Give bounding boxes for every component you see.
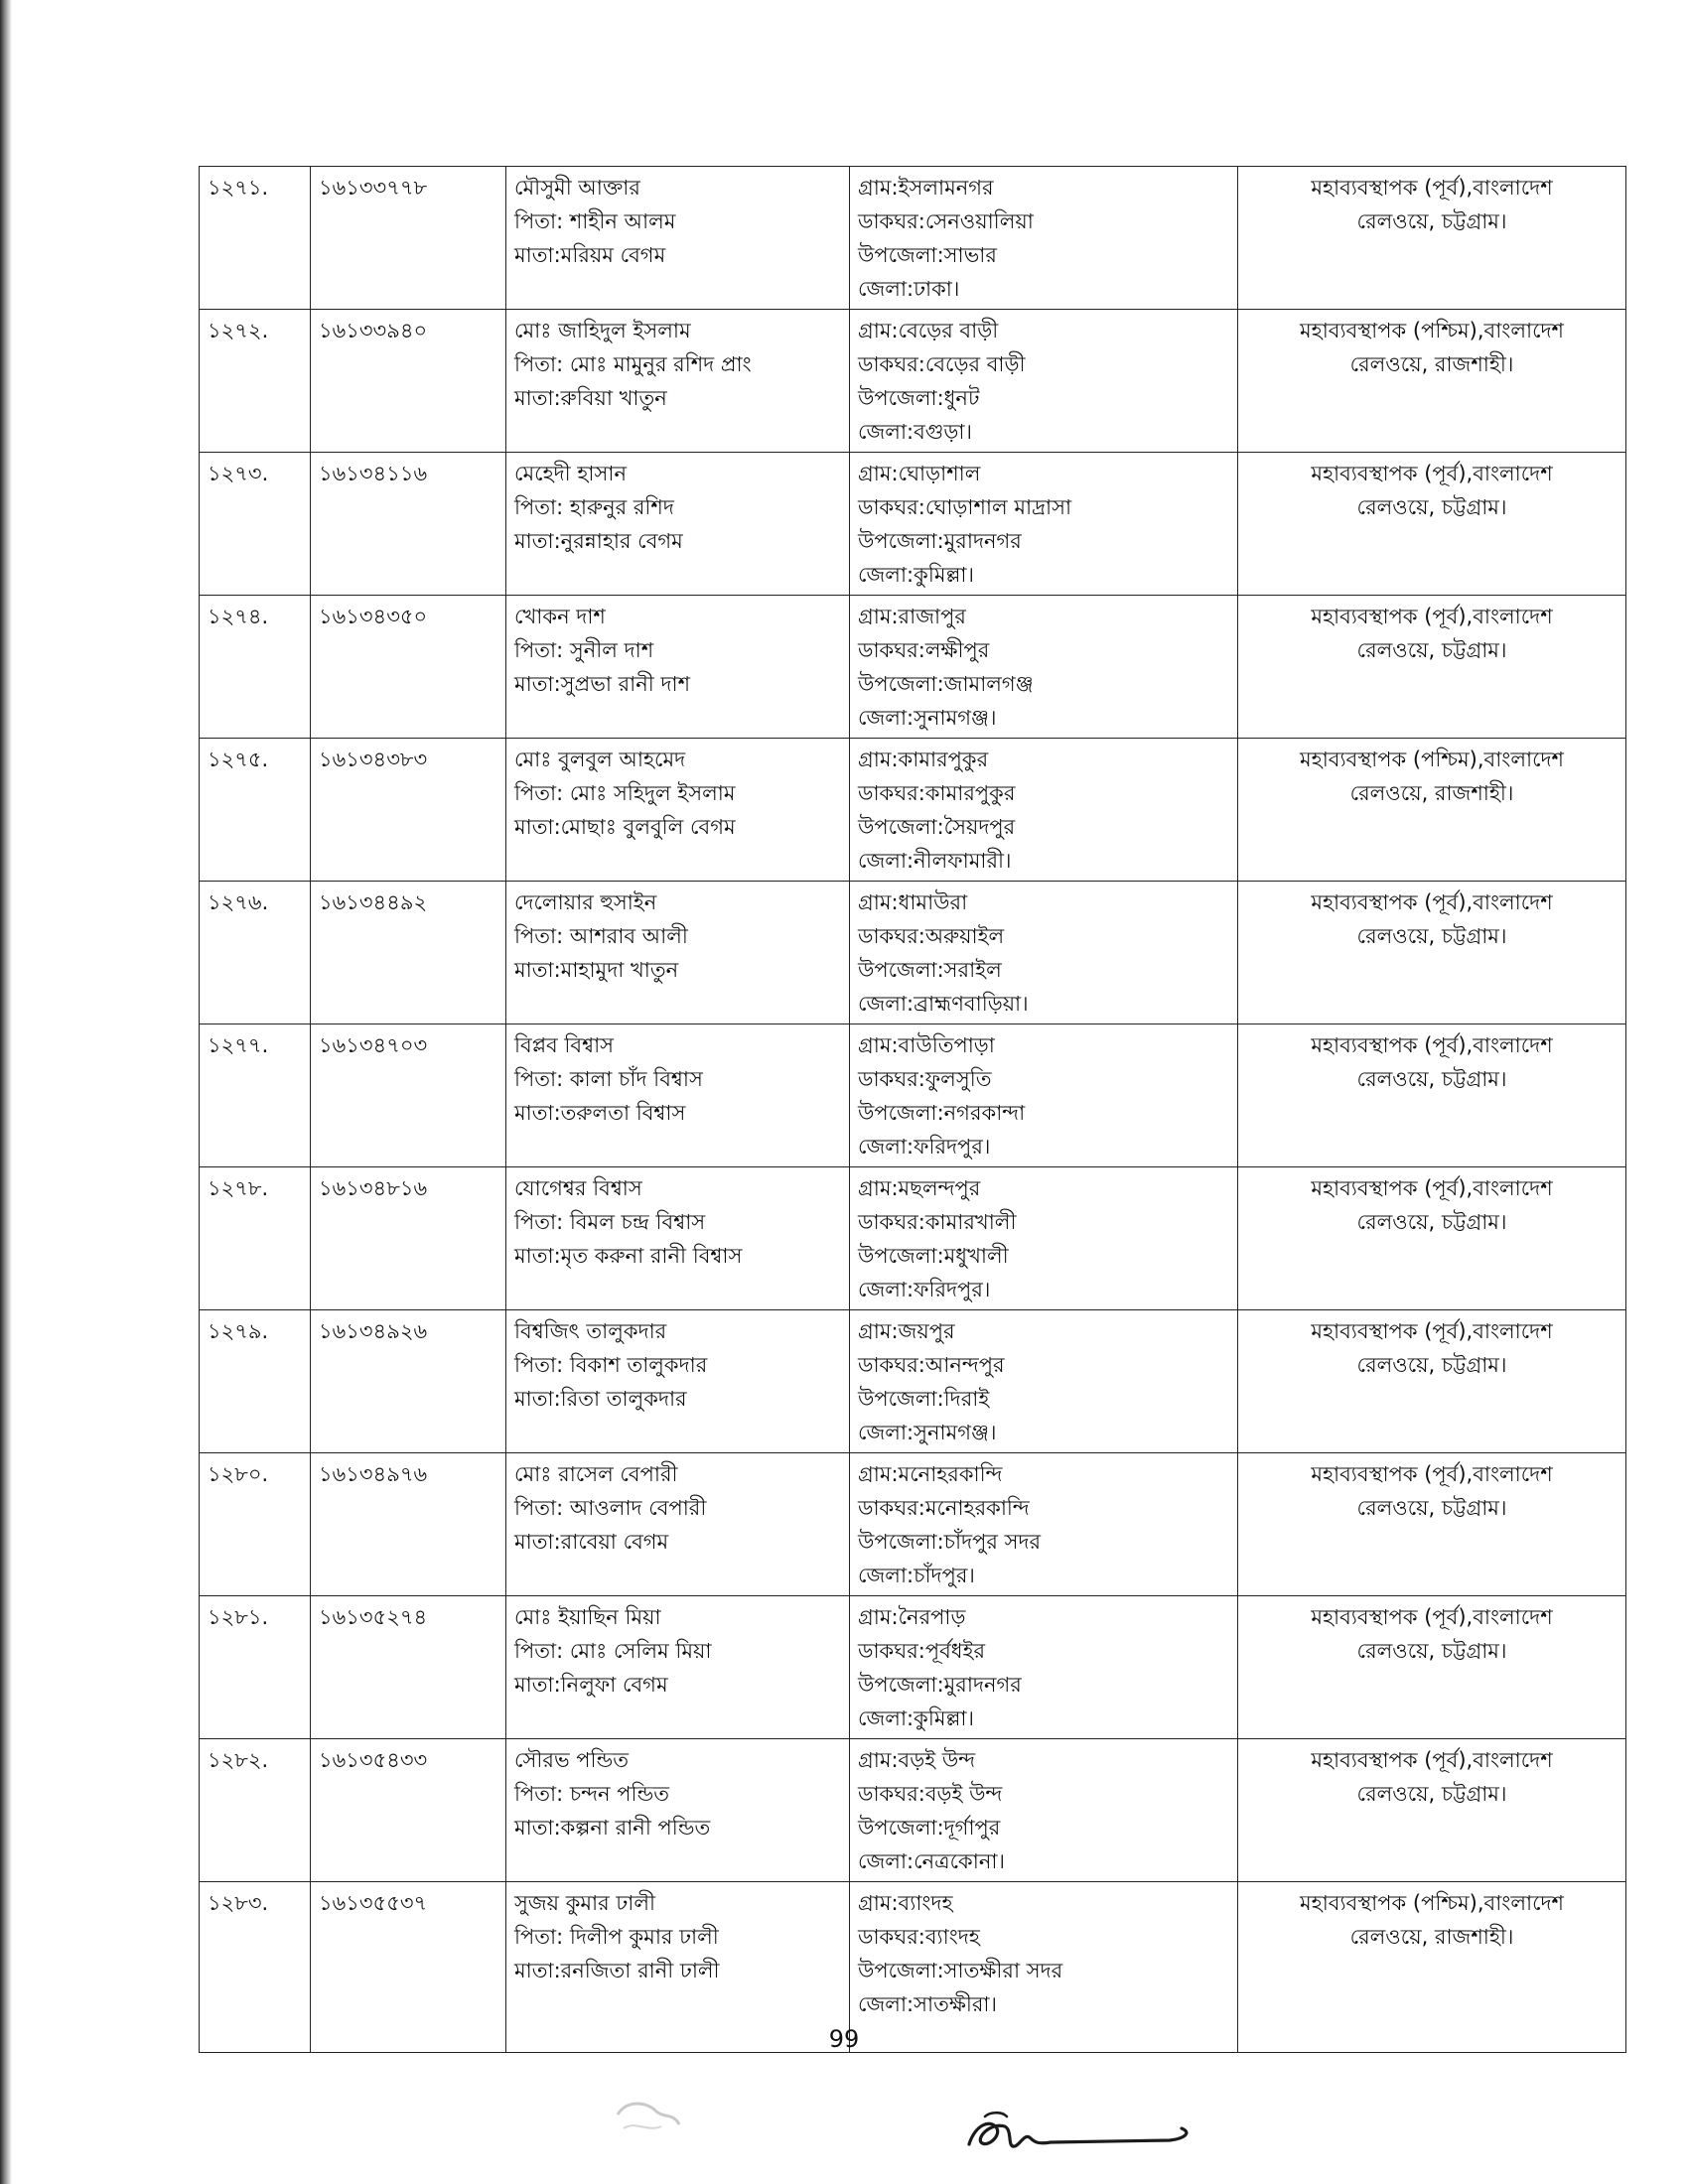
mother-name: মাতা:কল্পনা রানী পন্ডিত: [514, 1816, 711, 1840]
name-cell: [506, 1596, 850, 1739]
office-line-1: মহাব্যবস্থাপক (পূর্ব),বাংলাদেশ: [1311, 176, 1553, 200]
address-village: গ্রাম:নৈরপাড়: [858, 1605, 966, 1629]
office-cell: [1238, 739, 1626, 882]
address-district: জেলা:ঢাকা।: [858, 277, 960, 301]
mother-name: মাতা:মরিয়ম বেগম: [514, 243, 666, 267]
serial-cell: [200, 1739, 311, 1882]
roll-number: ১৬১৩৫৫৩৭: [319, 1891, 428, 1915]
address-cell: [850, 1310, 1238, 1453]
serial-number: ১২৭১.: [208, 176, 269, 200]
address-village: গ্রাম:ঘোড়াশাল: [858, 462, 981, 485]
mother-name: মাতা:নুরন্নাহার বেগম: [514, 529, 683, 553]
roll-cell: [311, 596, 506, 739]
address-village: গ্রাম:বাউতিপাড়া: [858, 1033, 995, 1057]
address-post-office: ডাকঘর:কামারপুকুর: [858, 781, 1016, 805]
address-cell: [850, 453, 1238, 596]
office-line-1: মহাব্যবস্থাপক (পশ্চিম),বাংলাদেশ: [1300, 1891, 1564, 1915]
office-line-1: মহাব্যবস্থাপক (পূর্ব),বাংলাদেশ: [1311, 1748, 1553, 1772]
roll-number: ১৬১৩৩৭৭৮: [319, 176, 428, 200]
address-upazila: উপজেলা:সৈয়দপুর: [858, 815, 1016, 839]
name-cell: [506, 1453, 850, 1596]
faint-stamp-mark: [608, 2085, 687, 2144]
table-row: [200, 1596, 1626, 1739]
father-name: পিতা: কালা চাঁদ বিশ্বাস: [514, 1067, 703, 1091]
address-district: জেলা:সুনামগঞ্জ।: [858, 1421, 997, 1444]
roll-cell: [311, 1167, 506, 1310]
name-cell: [506, 1024, 850, 1167]
serial-cell: [200, 739, 311, 882]
office-line-2: রেলওয়ে, রাজশাহী।: [1349, 1925, 1514, 1949]
serial-cell: [200, 1596, 311, 1739]
address-upazila: উপজেলা:ধুনট: [858, 386, 980, 410]
roll-number: ১৬১৩৪৯২৬: [319, 1319, 428, 1343]
address-village: গ্রাম:মনোহরকান্দি: [858, 1462, 1003, 1486]
serial-cell: [200, 1453, 311, 1596]
address-cell: [850, 882, 1238, 1024]
father-name: পিতা: মোঃ মামুনুর রশিদ প্রাং: [514, 352, 752, 376]
table-row: [200, 1739, 1626, 1882]
office-cell: [1238, 1167, 1626, 1310]
mother-name: মাতা:মাহামুদা খাতুন: [514, 958, 679, 982]
table-row: [200, 596, 1626, 739]
office-line-1: মহাব্যবস্থাপক (পূর্ব),বাংলাদেশ: [1311, 462, 1553, 485]
name-cell: [506, 596, 850, 739]
serial-number: ১২৮৩.: [208, 1891, 269, 1915]
address-district: জেলা:ফরিদপুর।: [858, 1278, 991, 1301]
office-line-2: রেলওয়ে, চট্টগ্রাম।: [1356, 1639, 1507, 1663]
serial-number: ১২৭২.: [208, 319, 269, 342]
address-upazila: উপজেলা:মধুখালী: [858, 1244, 1009, 1268]
office-line-1: মহাব্যবস্থাপক (পূর্ব),বাংলাদেশ: [1311, 1033, 1553, 1057]
address-upazila: উপজেলা:দিরাই: [858, 1387, 990, 1411]
address-district: জেলা:নীলফামারী।: [858, 849, 1012, 873]
scan-page-edge: [0, 0, 12, 2184]
father-name: পিতা: দিলীপ কুমার ঢালী: [514, 1925, 719, 1949]
office-cell: [1238, 167, 1626, 310]
roll-number: ১৬১৩৫২৭৪: [319, 1605, 428, 1629]
roll-cell: [311, 167, 506, 310]
name-cell: [506, 1739, 850, 1882]
table-row: [200, 1310, 1626, 1453]
office-line-2: রেলওয়ে, চট্টগ্রাম।: [1356, 924, 1507, 948]
mother-name: মাতা:সুপ্রভা রানী দাশ: [514, 672, 691, 696]
serial-number: ১২৮০.: [208, 1462, 269, 1486]
serial-number: ১২৭৯.: [208, 1319, 269, 1343]
office-line-1: মহাব্যবস্থাপক (পূর্ব),বাংলাদেশ: [1311, 1176, 1553, 1200]
address-village: গ্রাম:রাজাপুর: [858, 605, 966, 628]
name-cell: [506, 882, 850, 1024]
name-cell: [506, 167, 850, 310]
serial-number: ১২৭৩.: [208, 462, 269, 485]
address-upazila: উপজেলা:চাঁদপুর সদর: [858, 1530, 1042, 1554]
address-district: জেলা:ফরিদপুর।: [858, 1135, 991, 1159]
address-cell: [850, 1024, 1238, 1167]
roll-cell: [311, 1739, 506, 1882]
candidate-name: খোকন দাশ: [514, 605, 606, 628]
serial-cell: [200, 1310, 311, 1453]
address-upazila: উপজেলা:সরাইল: [858, 958, 1002, 982]
father-name: পিতা: আশরাব আলী: [514, 924, 688, 948]
office-line-1: মহাব্যবস্থাপক (পূর্ব),বাংলাদেশ: [1311, 1462, 1553, 1486]
address-village: গ্রাম:বেড়ের বাড়ী: [858, 319, 999, 342]
address-post-office: ডাকঘর:সেনওয়ালিয়া: [858, 209, 1034, 233]
table-row: [200, 167, 1626, 310]
address-district: জেলা:সাতক্ষীরা।: [858, 1992, 998, 2016]
address-district: জেলা:চাঁদপুর।: [858, 1564, 975, 1587]
father-name: পিতা: বিমল চন্দ্র বিশ্বাস: [514, 1210, 706, 1234]
address-village: গ্রাম:কামারপুকুর: [858, 748, 989, 771]
serial-cell: [200, 882, 311, 1024]
office-cell: [1238, 596, 1626, 739]
address-cell: [850, 1596, 1238, 1739]
roll-cell: [311, 1024, 506, 1167]
candidate-name: মোঃ রাসেল বেপারী: [514, 1462, 678, 1486]
address-upazila: উপজেলা:সাতক্ষীরা সদর: [858, 1959, 1063, 1982]
address-village: গ্রাম:ব্যাংদহ: [858, 1891, 953, 1915]
mother-name: মাতা:রুবিয়া খাতুন: [514, 386, 667, 410]
roll-number: ১৬১৩৩৯৪০: [319, 319, 428, 342]
office-line-2: রেলওয়ে, চট্টগ্রাম।: [1356, 638, 1507, 662]
address-cell: [850, 1739, 1238, 1882]
address-post-office: ডাকঘর:অরুয়াইল: [858, 924, 1005, 948]
serial-number: ১২৮১.: [208, 1605, 269, 1629]
address-post-office: ডাকঘর:লক্ষীপুর: [858, 638, 990, 662]
table-row: [200, 882, 1626, 1024]
table-row: [200, 1453, 1626, 1596]
mother-name: মাতা:মৃত করুনা রানী বিশ্বাস: [514, 1244, 743, 1268]
father-name: পিতা: মোঃ সেলিম মিয়া: [514, 1639, 712, 1663]
office-cell: [1238, 310, 1626, 453]
address-post-office: ডাকঘর:বড়ই উন্দ: [858, 1782, 1003, 1806]
table-row: [200, 453, 1626, 596]
office-line-1: মহাব্যবস্থাপক (পূর্ব),বাংলাদেশ: [1311, 1605, 1553, 1629]
address-village: গ্রাম:বড়ই উন্দ: [858, 1748, 976, 1772]
candidate-name: বিপ্লব বিশ্বাস: [514, 1033, 615, 1057]
address-cell: [850, 167, 1238, 310]
address-district: জেলা:সুনামগঞ্জ।: [858, 706, 997, 730]
office-cell: [1238, 453, 1626, 596]
roll-cell: [311, 453, 506, 596]
roll-number: ১৬১৩৪৩৮৩: [319, 748, 428, 771]
address-cell: [850, 310, 1238, 453]
candidate-table-body: [200, 167, 1626, 2053]
serial-number: ১২৭৮.: [208, 1176, 269, 1200]
address-post-office: ডাকঘর:ঘোড়াশাল মাদ্রাসা: [858, 495, 1072, 519]
office-cell: [1238, 1453, 1626, 1596]
father-name: পিতা: হারুনুর রশিদ: [514, 495, 674, 519]
serial-cell: [200, 167, 311, 310]
candidate-name: বিশ্বজিৎ তালুকদার: [514, 1319, 667, 1343]
address-upazila: উপজেলা:মুরাদনগর: [858, 1673, 1022, 1697]
table-row: [200, 739, 1626, 882]
name-cell: [506, 310, 850, 453]
office-line-2: রেলওয়ে, চট্টগ্রাম।: [1356, 209, 1507, 233]
table-row: [200, 310, 1626, 453]
address-village: গ্রাম:মছলন্দপুর: [858, 1176, 981, 1200]
serial-number: ১২৭৬.: [208, 890, 269, 914]
office-line-1: মহাব্যবস্থাপক (পশ্চিম),বাংলাদেশ: [1300, 319, 1564, 342]
serial-cell: [200, 1024, 311, 1167]
office-cell: [1238, 1310, 1626, 1453]
address-village: গ্রাম:জয়পুর: [858, 1319, 955, 1343]
roll-number: ১৬১৩৪৩৫০: [319, 605, 428, 628]
office-line-2: রেলওয়ে, চট্টগ্রাম।: [1356, 1496, 1507, 1520]
candidate-table: [199, 166, 1626, 2053]
address-district: জেলা:কুমিল্লা।: [858, 563, 975, 587]
roll-number: ১৬১৩৪৭০৩: [319, 1033, 428, 1057]
mother-name: মাতা:মোছাঃ বুলবুলি বেগম: [514, 815, 736, 839]
candidate-name: মৌসুমী আক্তার: [514, 176, 640, 200]
roll-cell: [311, 739, 506, 882]
address-cell: [850, 739, 1238, 882]
address-cell: [850, 1167, 1238, 1310]
address-upazila: উপজেলা:নগরকান্দা: [858, 1101, 1026, 1125]
address-post-office: ডাকঘর:ব্যাংদহ: [858, 1925, 980, 1949]
father-name: পিতা: মোঃ সহিদুল ইসলাম: [514, 781, 736, 805]
address-district: জেলা:কুমিল্লা।: [858, 1706, 975, 1730]
address-post-office: ডাকঘর:মনোহরকান্দি: [858, 1496, 1030, 1520]
address-village: গ্রাম:ইসলামনগর: [858, 176, 994, 200]
father-name: পিতা: বিকাশ তালুকদার: [514, 1353, 708, 1377]
address-post-office: ডাকঘর:আনন্দপুর: [858, 1353, 1005, 1377]
roll-cell: [311, 1310, 506, 1453]
signature-mark: [961, 2105, 1199, 2164]
mother-name: মাতা:রাবেয়া বেগম: [514, 1530, 669, 1554]
father-name: পিতা: শাহীন আলম: [514, 209, 676, 233]
address-village: গ্রাম:ধামাউরা: [858, 890, 968, 914]
office-line-1: মহাব্যবস্থাপক (পূর্ব),বাংলাদেশ: [1311, 890, 1553, 914]
father-name: পিতা: চন্দন পন্ডিত: [514, 1782, 670, 1806]
office-line-1: মহাব্যবস্থাপক (পূর্ব),বাংলাদেশ: [1311, 605, 1553, 628]
roll-number: ১৬১৩৪১১৬: [319, 462, 428, 485]
address-district: জেলা:বগুড়া।: [858, 420, 973, 444]
serial-cell: [200, 596, 311, 739]
serial-cell: [200, 1167, 311, 1310]
address-cell: [850, 1453, 1238, 1596]
address-district: জেলা:নেত্রকোনা।: [858, 1849, 1005, 1873]
candidate-name: দেলোয়ার হুসাইন: [514, 890, 657, 914]
office-line-2: রেলওয়ে, চট্টগ্রাম।: [1356, 495, 1507, 519]
address-district: জেলা:ব্রাহ্মণবাড়িয়া।: [858, 992, 1029, 1016]
serial-number: ১২৮২.: [208, 1748, 269, 1772]
roll-cell: [311, 1453, 506, 1596]
serial-cell: [200, 310, 311, 453]
address-upazila: উপজেলা:জামালগঞ্জ: [858, 672, 1034, 696]
page-number: 99: [828, 2025, 860, 2053]
table-row: [200, 1167, 1626, 1310]
office-line-2: রেলওয়ে, রাজশাহী।: [1349, 352, 1514, 376]
serial-number: ১২৭৫.: [208, 748, 269, 771]
serial-number: ১২৭৭.: [208, 1033, 269, 1057]
office-line-2: রেলওয়ে, চট্টগ্রাম।: [1356, 1067, 1507, 1091]
office-line-1: মহাব্যবস্থাপক (পশ্চিম),বাংলাদেশ: [1300, 748, 1564, 771]
serial-number: ১২৭৪.: [208, 605, 269, 628]
name-cell: [506, 1167, 850, 1310]
mother-name: মাতা:রনজিতা রানী ঢালী: [514, 1959, 720, 1982]
address-post-office: ডাকঘর:পূর্বধইর: [858, 1639, 986, 1663]
mother-name: মাতা:তরুলতা বিশ্বাস: [514, 1101, 686, 1125]
roll-number: ১৬১৩৫৪৩৩: [319, 1748, 428, 1772]
father-name: পিতা: সুনীল দাশ: [514, 638, 654, 662]
address-post-office: ডাকঘর:কামারখালী: [858, 1210, 1017, 1234]
address-cell: [850, 596, 1238, 739]
roll-cell: [311, 310, 506, 453]
office-cell: [1238, 1024, 1626, 1167]
roll-cell: [311, 882, 506, 1024]
address-post-office: ডাকঘর:ফুলসুতি: [858, 1067, 992, 1091]
father-name: পিতা: আওলাদ বেপারী: [514, 1496, 707, 1520]
candidate-name: মোঃ বুলবুল আহমেদ: [514, 748, 686, 771]
table-row: [200, 1024, 1626, 1167]
office-line-2: রেলওয়ে, চট্টগ্রাম।: [1356, 1210, 1507, 1234]
roll-number: ১৬১৩৪৯৭৬: [319, 1462, 428, 1486]
address-upazila: উপজেলা:সাভার: [858, 243, 997, 267]
mother-name: মাতা:রিতা তালুকদার: [514, 1387, 687, 1411]
roll-number: ১৬১৩৪৪৯২: [319, 890, 428, 914]
candidate-name: যোগেশ্বর বিশ্বাস: [514, 1176, 642, 1200]
mother-name: মাতা:নিলুফা বেগম: [514, 1673, 668, 1697]
candidate-name: সৌরভ পন্ডিত: [514, 1748, 630, 1772]
roll-number: ১৬১৩৪৮১৬: [319, 1176, 428, 1200]
roll-cell: [311, 1596, 506, 1739]
address-upazila: উপজেলা:মুরাদনগর: [858, 529, 1022, 553]
office-line-2: রেলওয়ে, রাজশাহী।: [1349, 781, 1514, 805]
office-line-1: মহাব্যবস্থাপক (পূর্ব),বাংলাদেশ: [1311, 1319, 1553, 1343]
office-cell: [1238, 1596, 1626, 1739]
name-cell: [506, 739, 850, 882]
candidate-name: মেহেদী হাসান: [514, 462, 627, 485]
name-cell: [506, 1310, 850, 1453]
office-cell: [1238, 882, 1626, 1024]
address-post-office: ডাকঘর:বেড়ের বাড়ী: [858, 352, 1026, 376]
candidate-name: মোঃ ইয়াছিন মিয়া: [514, 1605, 661, 1629]
serial-cell: [200, 453, 311, 596]
candidate-name: সুজয় কুমার ঢালী: [514, 1891, 655, 1915]
office-line-2: রেলওয়ে, চট্টগ্রাম।: [1356, 1353, 1507, 1377]
office-line-2: রেলওয়ে, চট্টগ্রাম।: [1356, 1782, 1507, 1806]
candidate-name: মোঃ জাহিদুল ইসলাম: [514, 319, 691, 342]
address-upazila: উপজেলা:দূর্গাপুর: [858, 1816, 1001, 1840]
office-cell: [1238, 1739, 1626, 1882]
name-cell: [506, 453, 850, 596]
